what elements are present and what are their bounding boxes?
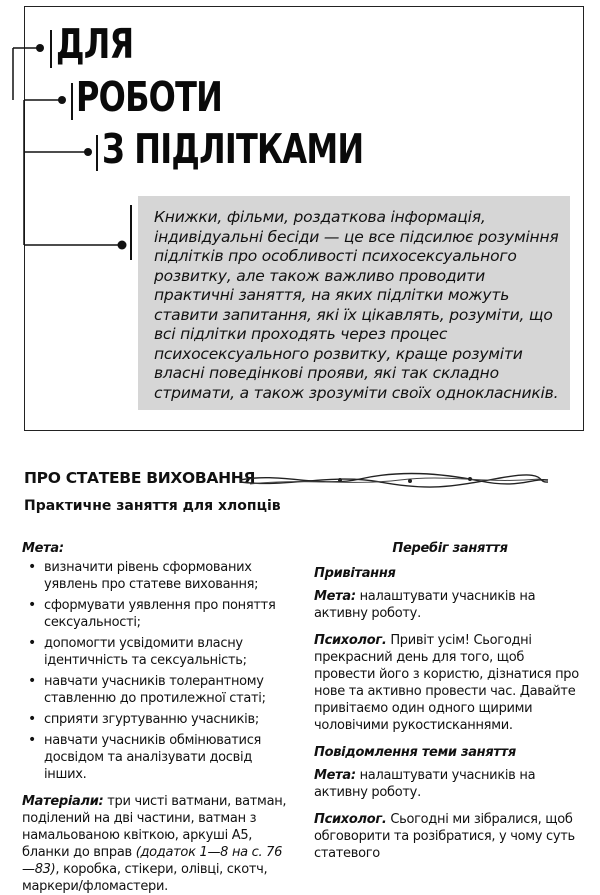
list-item: • навчати учасників обмінюватися досвідом та аналізувати досвід інших. [22, 732, 294, 783]
rope-decoration [240, 470, 550, 492]
right-column [314, 540, 586, 872]
topic-goal [314, 767, 586, 801]
greeting-psychologist-text: Привіт усім! Сьогодні прекрасний день для того, щоб провести його з користю, дізнатися про нове та активно провести час. Давайте привітаємо один одного щирими чоловічими рукостисканнями. [314, 633, 579, 733]
topic-psychologist-text: Сьогодні ми зібралися, щоб обговорити та розібратися, у чому суть статевого [314, 812, 575, 861]
list-item: • сформувати уявлення про поняття сексуальності; [22, 597, 294, 631]
materials-label: Матеріали: [22, 794, 104, 809]
lesson-flow-title: Перебіг заняття [392, 541, 508, 556]
list-item: • сприяти згуртуванню учасників; [22, 711, 294, 728]
list-item: • визначити рівень сформованих уявлень про статеве виховання; [22, 559, 294, 593]
intro-paragraph: Книжки, фільми, роздаткова інформація, індивідуальні бесіди — це все підсилює розуміння підлітків про особливості психосексуального розвитку, але також важливо проводити практичні заняття, на яких підлітки можуть ставити запитання, які їх цікавлять, розуміти, що всі підлітки проходять через процес психосексуального розвитку, краще розуміти власні поведінкові прояви, які так складно стримати, а також зрозуміти своїх однокласників. [138, 196, 570, 410]
goal-label: Мета: [314, 589, 356, 604]
psychologist-label: Психолог. [314, 633, 387, 648]
materials-text-2: , коробка, стікери, олівці, скотч, маркери/фломастери. [22, 862, 268, 894]
greeting-psychologist [314, 632, 586, 734]
greeting-goal-text: налаштувати учасників на активну роботу. [314, 589, 536, 621]
materials-reference: (додаток 1—8 на с. 76—83) [22, 845, 283, 877]
topic-psychologist [314, 811, 586, 862]
section-heading: ПРО СТАТЕВЕ ВИХОВАННЯ [24, 469, 256, 487]
greeting-goal [314, 588, 586, 622]
title-line-2: РОБОТИ [76, 73, 223, 121]
title-line-3: З ПІДЛІТКАМИ [102, 125, 364, 173]
left-column [22, 540, 294, 895]
lesson-subheading: Практичне заняття для хлопців [24, 498, 281, 514]
list-item: • навчати учасників толерантному ставленню до протилежної статі; [22, 673, 294, 707]
topic-heading: Повідомлення теми заняття [314, 745, 516, 760]
goal-list [22, 559, 294, 783]
list-item: • допомогти усвідомити власну ідентичність та сексуальність; [22, 635, 294, 669]
psychologist-label: Психолог. [314, 812, 387, 827]
materials-text-1: три чисті ватмани, ватман, поділений на дві частини, ватман з намальованою квіткою, аркуші А5, бланки до вправ [22, 794, 287, 860]
materials-paragraph [22, 793, 294, 895]
topic-goal-text: налаштувати учасників на активну роботу. [314, 768, 536, 800]
title-line-1: ДЛЯ [56, 20, 134, 68]
greeting-heading: Привітання [314, 566, 396, 581]
goal-label: Мета: [22, 541, 64, 556]
goal-label: Мета: [314, 768, 356, 783]
